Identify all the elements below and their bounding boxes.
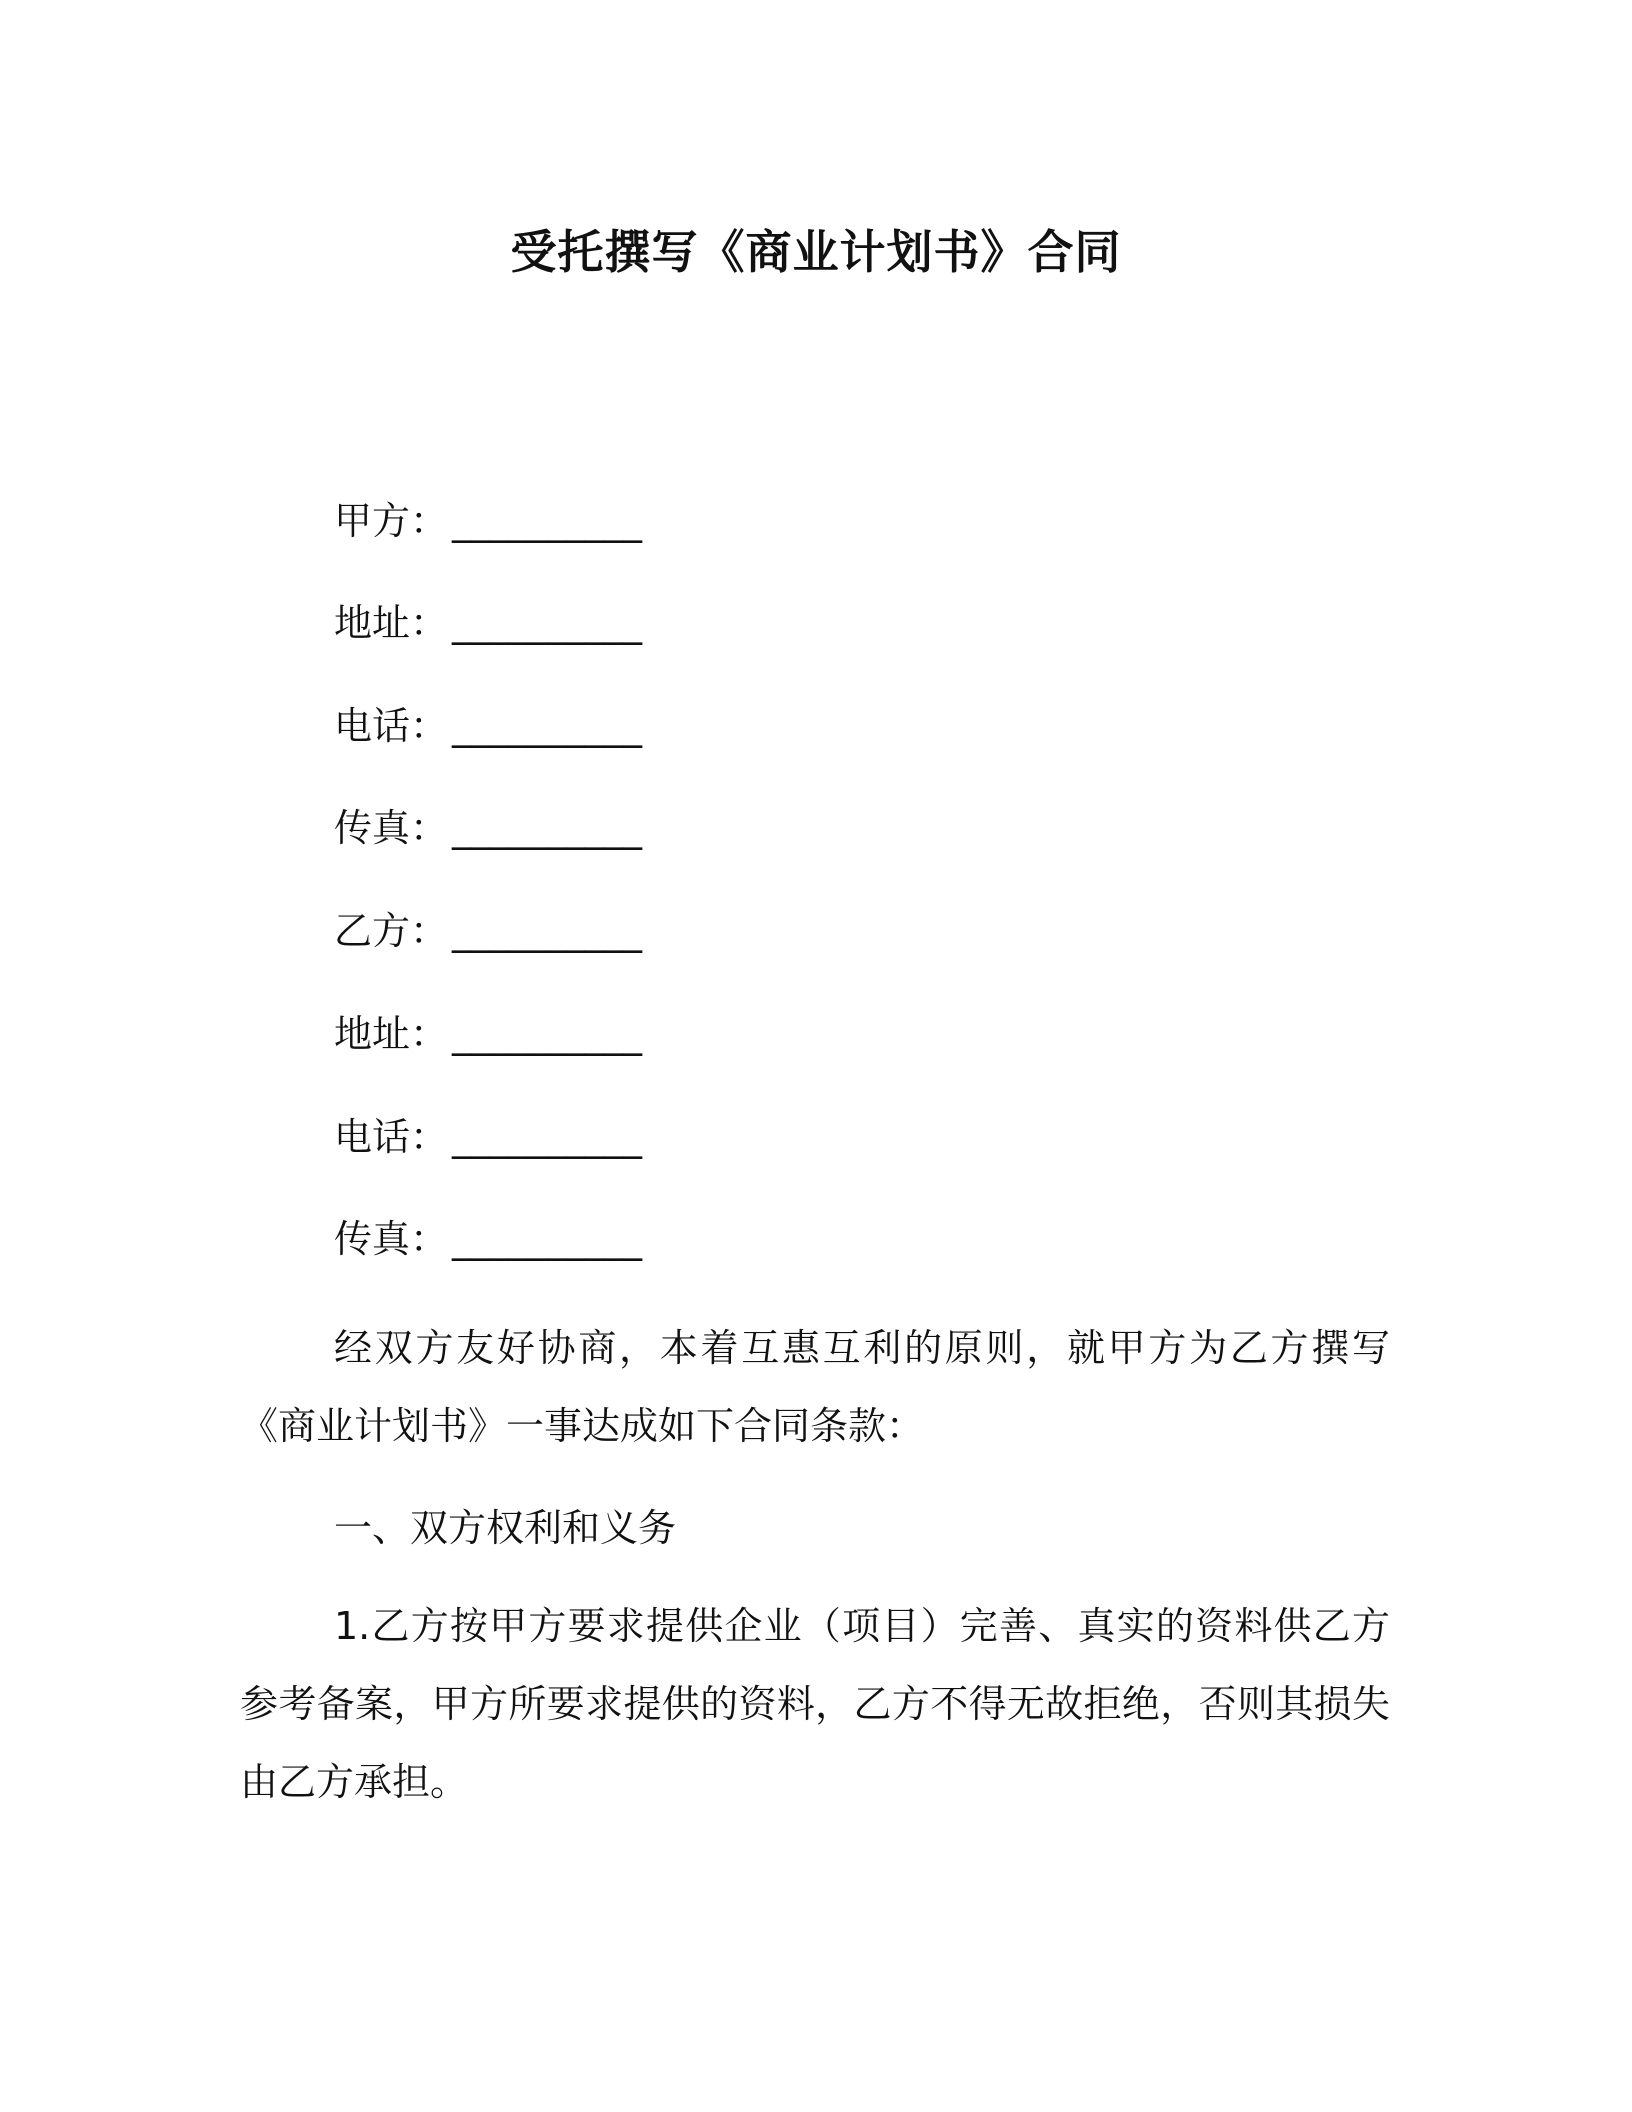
party-a-address-field: [334, 598, 642, 648]
field-label: 传真：: [334, 806, 449, 850]
intro-paragraph: 经双方友好协商，本着互惠互利的原则，就甲方为乙方撰写《商业计划书》一事达成如下合同条款：: [240, 1326, 1390, 1448]
party-b-phone-field: [334, 1112, 642, 1162]
field-label: 传真：: [334, 1217, 449, 1261]
field-label: 乙方：: [334, 909, 449, 953]
field-blank[interactable]: __________: [452, 1217, 643, 1261]
field-blank[interactable]: __________: [452, 909, 643, 953]
field-blank[interactable]: __________: [452, 1115, 643, 1159]
field-label: 电话：: [334, 704, 449, 748]
party-b-address-field: [334, 1009, 642, 1059]
field-label: 甲方：: [334, 499, 449, 543]
section-heading: 一、双方权利和义务: [334, 1506, 677, 1550]
party-a-fax-field: [334, 803, 642, 853]
field-blank[interactable]: __________: [452, 1012, 643, 1056]
field-blank[interactable]: __________: [452, 704, 643, 748]
field-label: 地址：: [334, 601, 449, 645]
party-a-field: [334, 496, 642, 546]
party-b-fax-field: [334, 1214, 642, 1264]
party-a-phone-field: [334, 701, 642, 751]
field-blank[interactable]: __________: [452, 499, 643, 543]
party-b-field: [334, 906, 642, 956]
field-blank[interactable]: __________: [452, 806, 643, 850]
field-blank[interactable]: __________: [452, 601, 643, 645]
field-label: 电话：: [334, 1115, 449, 1159]
field-label: 地址：: [334, 1012, 449, 1056]
document-title: 受托撰写《商业计划书》合同: [510, 225, 1122, 279]
clause-paragraph: 1.乙方按甲方要求提供企业（项目）完善、真实的资料供乙方参考备案，甲方所要求提供的资料，乙方不得无故拒绝，否则其损失由乙方承担。: [240, 1604, 1390, 1804]
